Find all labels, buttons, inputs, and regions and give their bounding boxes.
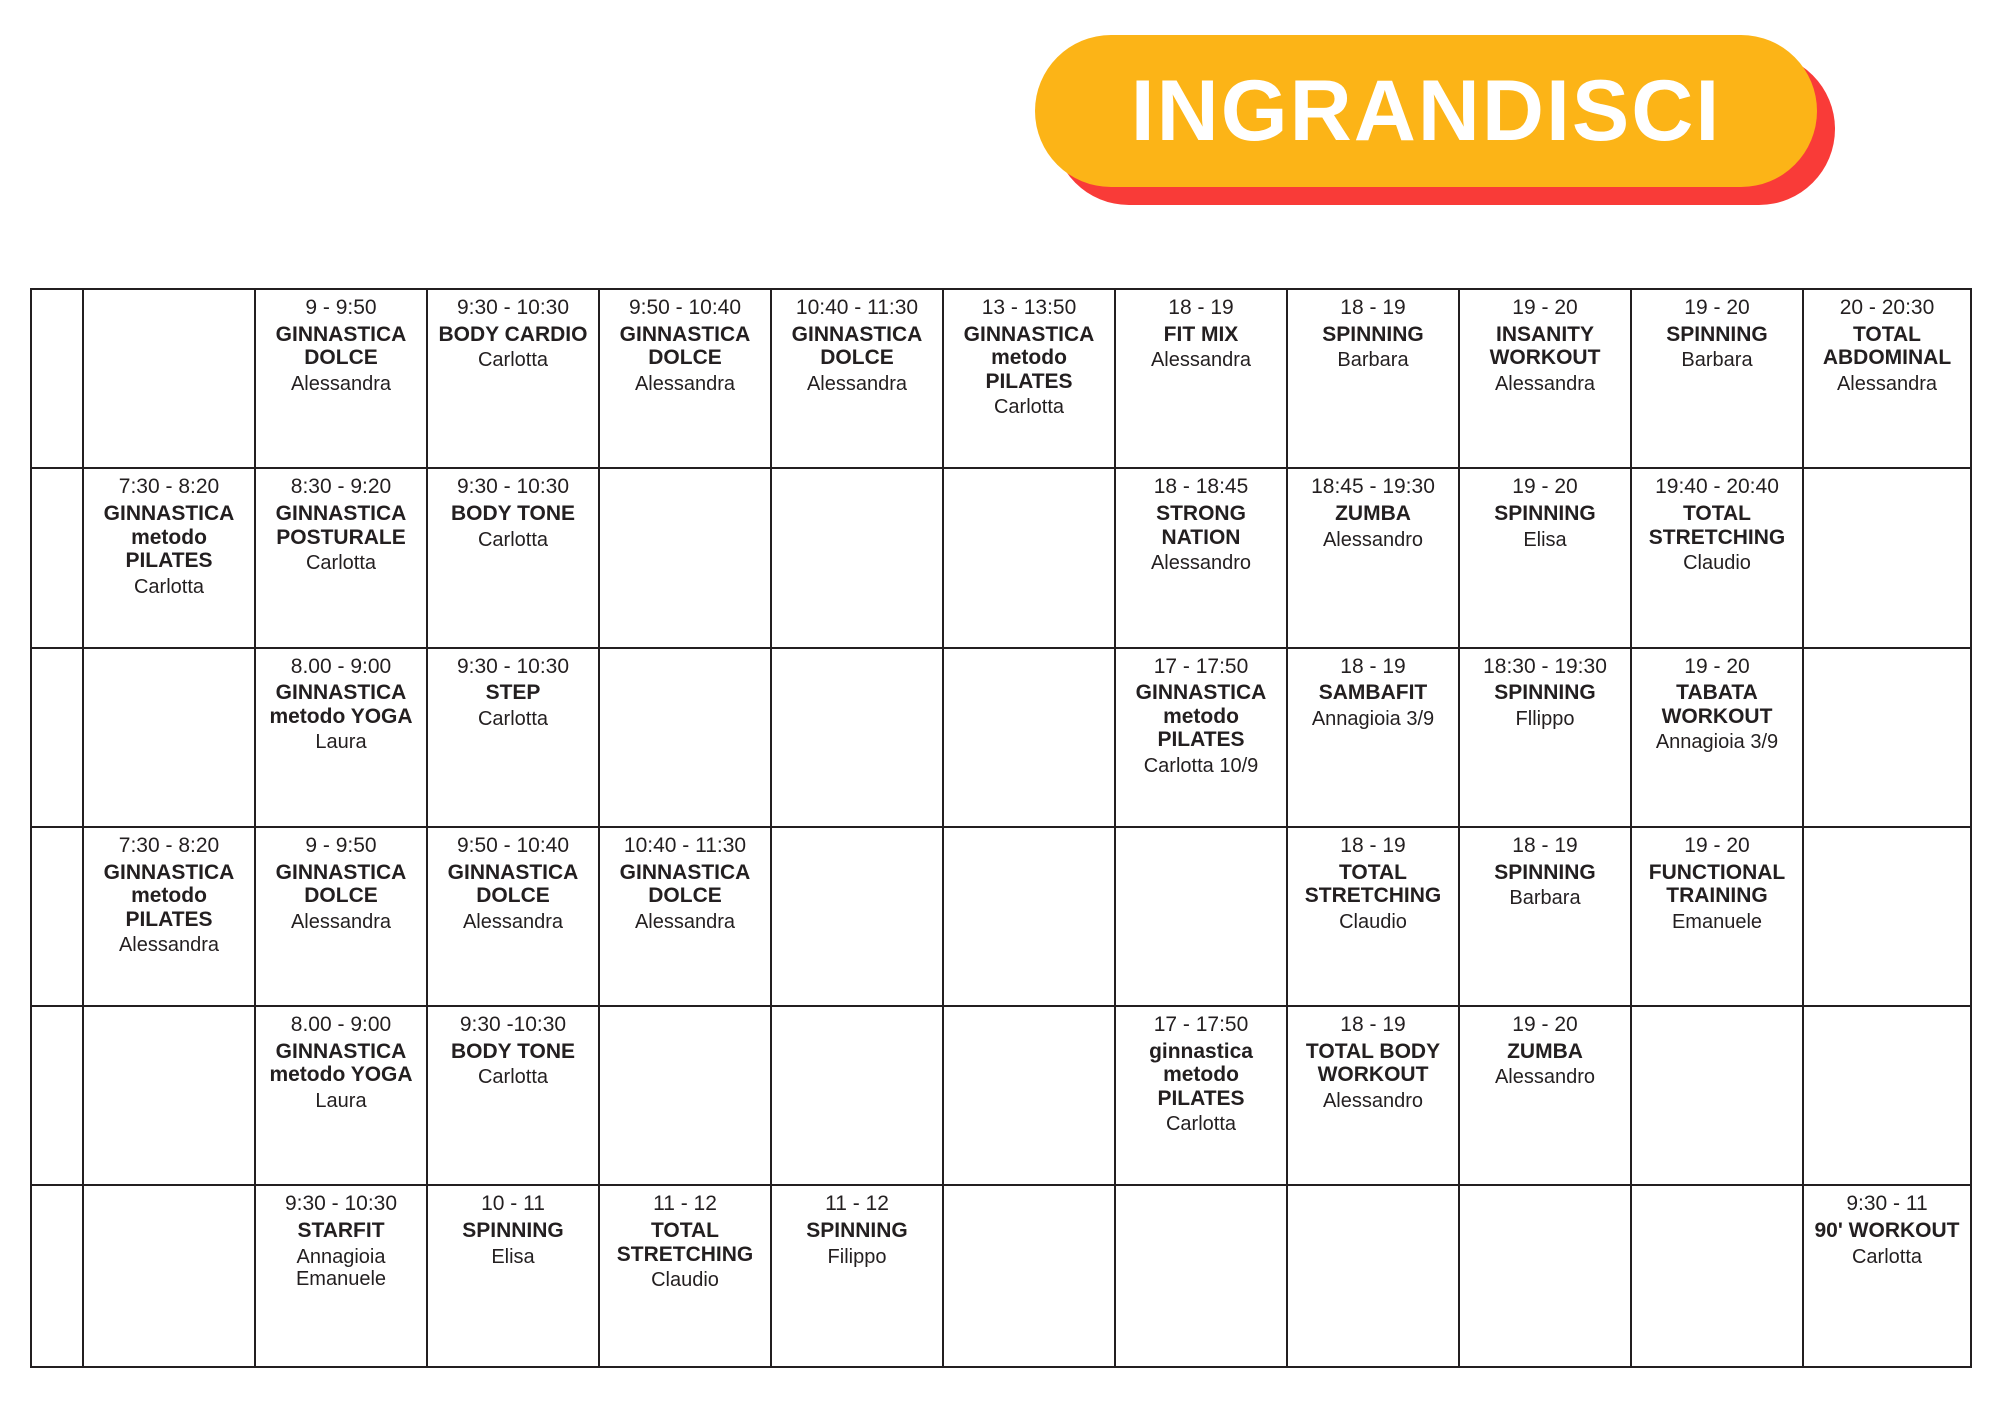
class-time: 18 - 19 <box>1168 296 1234 319</box>
class-time: 17 - 17:50 <box>1153 1013 1249 1036</box>
class-instructor: Annagioia 3/9 <box>1311 707 1435 730</box>
class-time: 19 - 20 <box>1684 654 1750 678</box>
day-label-gio <box>31 827 83 1006</box>
schedule-cell[interactable] <box>427 648 599 827</box>
class-title: STARFIT <box>297 1219 385 1243</box>
class-time: 9:50 - 10:40 <box>628 296 742 319</box>
schedule-cell[interactable] <box>255 1185 427 1367</box>
class-title: BODY TONE <box>450 1039 576 1063</box>
class-time: 9:30 - 10:30 <box>456 296 570 319</box>
schedule-cell[interactable] <box>1631 289 1803 468</box>
class-title: TOTAL BODY WORKOUT <box>1305 1039 1441 1087</box>
schedule-cell[interactable] <box>1459 468 1631 647</box>
class-title: GINNASTICA DOLCE <box>619 322 751 370</box>
schedule-row-gio <box>31 827 1971 1006</box>
class-instructor: Carlotta <box>305 552 377 575</box>
class-time: 9:30 - 10:30 <box>284 1192 398 1216</box>
schedule-cell[interactable] <box>83 827 255 1006</box>
day-letters: G I O <box>44 833 70 949</box>
day-label-lun <box>31 289 83 468</box>
schedule-cell[interactable] <box>255 289 427 468</box>
class-time: 18 - 19 <box>1340 833 1406 857</box>
day-label-ven <box>31 1006 83 1185</box>
class-title: ZUMBA <box>1507 1039 1583 1063</box>
class-time: 19 - 20 <box>1684 296 1750 319</box>
schedule-cell-empty <box>599 468 771 647</box>
class-title: GINNASTICA DOLCE <box>275 322 407 370</box>
class-title: SPINNING <box>1322 322 1424 346</box>
class-title: ZUMBA <box>1335 502 1411 526</box>
class-time: 11 - 12 <box>825 1192 889 1216</box>
class-time: 10:40 - 11:30 <box>623 833 747 857</box>
schedule-cell[interactable] <box>427 289 599 468</box>
class-instructor: Alessandra <box>118 934 220 957</box>
weekly-schedule-table <box>30 288 1972 1368</box>
schedule-row-mar <box>31 468 1971 647</box>
class-instructor: Fllippo <box>1515 707 1575 730</box>
banner-pill <box>1035 35 1817 187</box>
class-instructor: Alessandro <box>1322 528 1424 551</box>
schedule-cell[interactable] <box>427 468 599 647</box>
dom-letters: D O M <box>1704 1192 1730 1295</box>
schedule-cell[interactable] <box>83 468 255 647</box>
class-instructor: Claudio <box>1339 910 1407 933</box>
day-letters: M E R <box>43 654 71 770</box>
schedule-cell-empty <box>771 468 943 647</box>
schedule-cell-empty <box>1631 1006 1803 1185</box>
schedule-cell[interactable] <box>1631 827 1803 1006</box>
class-title: TOTAL STRETCHING <box>616 1219 754 1266</box>
class-title: INSANITY WORKOUT <box>1489 322 1601 370</box>
schedule-cell[interactable] <box>427 1006 599 1185</box>
schedule-cell-empty <box>1803 648 1971 827</box>
schedule-body <box>31 289 1971 1367</box>
day-label-sab <box>31 1185 83 1367</box>
class-instructor: Barbara <box>1337 349 1409 372</box>
day-letters: V E N <box>45 1013 69 1128</box>
class-title: BODY CARDIO <box>438 322 588 346</box>
schedule-cell[interactable] <box>1115 289 1287 468</box>
class-title: STRONG NATION <box>1156 502 1246 549</box>
class-time: 19 - 20 <box>1512 475 1578 499</box>
schedule-cell-empty <box>943 468 1115 647</box>
class-time: 18 - 19 <box>1340 654 1406 678</box>
schedule-cell-empty <box>943 827 1115 1006</box>
class-instructor: Carlotta <box>993 396 1065 419</box>
class-title: SPINNING <box>806 1219 908 1243</box>
schedule-cell[interactable] <box>255 648 427 827</box>
schedule-cell-empty <box>83 289 255 468</box>
class-instructor: Filippo <box>827 1245 887 1268</box>
class-title: SPINNING <box>1494 860 1596 884</box>
class-instructor: Alessandra <box>290 910 392 933</box>
class-instructor: Emanuele <box>1671 910 1763 933</box>
class-title: GINNASTICA DOLCE <box>619 860 751 908</box>
schedule-cell-empty <box>599 1006 771 1185</box>
class-time: 18 - 19 <box>1340 296 1406 319</box>
class-title: GINNASTICA DOLCE <box>275 860 407 908</box>
class-title: TOTAL STRETCHING <box>1648 502 1786 549</box>
class-time: 11 - 12 <box>653 1192 717 1216</box>
class-title: STEP <box>485 681 541 705</box>
class-title: FIT MIX <box>1163 322 1239 346</box>
class-title: SPINNING <box>1494 681 1596 705</box>
schedule-row-sab <box>31 1185 1971 1367</box>
class-time: 18 - 18:45 <box>1153 475 1249 499</box>
class-instructor: Alessandra <box>1836 372 1938 395</box>
schedule-cell[interactable] <box>771 1185 943 1367</box>
class-instructor: Alessandra <box>1150 349 1252 372</box>
class-instructor: Laura <box>315 1089 367 1112</box>
class-time: 10:40 - 11:30 <box>795 296 919 319</box>
class-title: GINNASTICA metodo PILATES <box>103 502 235 573</box>
schedule-cell-empty <box>1803 468 1971 647</box>
schedule-cell[interactable] <box>943 289 1115 468</box>
schedule-row-lun <box>31 289 1971 468</box>
class-title: TABATA WORKOUT <box>1661 681 1773 728</box>
class-instructor: Claudio <box>651 1269 719 1292</box>
class-title: GINNASTICA metodo PILATES <box>1135 681 1267 752</box>
schedule-cell[interactable] <box>427 827 599 1006</box>
schedule-cell-empty <box>1803 827 1971 1006</box>
class-title: GINNASTICA metodo PILATES <box>103 860 235 931</box>
class-time: 9:30 - 10:30 <box>456 475 570 499</box>
class-time: 9:30 -10:30 <box>459 1013 567 1036</box>
class-time: 13 - 13:50 <box>981 296 1077 319</box>
day-letters: L U N <box>45 296 69 411</box>
class-title: ginnastica metodo PILATES <box>1149 1039 1253 1110</box>
class-time: 17 - 17:50 <box>1153 654 1249 678</box>
schedule-cell[interactable] <box>1287 648 1459 827</box>
day-label-mar <box>31 468 83 647</box>
class-instructor: Barbara <box>1509 887 1581 910</box>
schedule-cell-empty <box>771 1006 943 1185</box>
class-instructor: Alessandra <box>462 910 564 933</box>
class-instructor: Alessandra <box>634 372 736 395</box>
class-instructor: Laura <box>315 731 367 754</box>
schedule-cell-empty <box>599 648 771 827</box>
day-letters: S A B <box>45 1192 69 1308</box>
class-title: FUNCTIONAL TRAINING <box>1648 860 1786 908</box>
class-time: 20 - 20:30 <box>1839 296 1935 319</box>
class-instructor: Alessandra <box>806 372 908 395</box>
class-instructor: Elisa <box>1523 528 1567 551</box>
schedule-cell-empty <box>943 648 1115 827</box>
class-title: SPINNING <box>462 1219 564 1243</box>
class-instructor: Alessandra <box>634 910 736 933</box>
schedule-cell-empty <box>83 1185 255 1367</box>
class-time: 18:45 - 19:30 <box>1311 475 1435 499</box>
class-time: 8:30 - 9:20 <box>290 475 392 499</box>
schedule-cell[interactable] <box>1459 648 1631 827</box>
class-instructor: Carlotta <box>1165 1113 1237 1136</box>
sunday-label <box>1631 1185 1803 1367</box>
schedule-cell[interactable] <box>1803 1185 1971 1367</box>
class-title: TOTAL ABDOMINAL <box>1822 322 1952 370</box>
class-time: 19 - 20 <box>1684 833 1750 857</box>
class-title: SAMBAFIT <box>1318 681 1428 705</box>
class-instructor: Alessandro <box>1150 552 1252 575</box>
schedule-cell[interactable] <box>1287 468 1459 647</box>
day-label-mer <box>31 648 83 827</box>
class-time: 10 - 11 <box>481 1192 545 1216</box>
class-instructor: Alessandra <box>290 372 392 395</box>
class-time: 18 - 19 <box>1340 1013 1406 1036</box>
schedule-cell[interactable] <box>1459 1006 1631 1185</box>
schedule-cell[interactable] <box>599 1185 771 1367</box>
schedule-cell-empty <box>1803 1006 1971 1185</box>
class-instructor: Claudio <box>1683 552 1751 575</box>
class-title: GINNASTICA POSTURALE <box>275 502 407 549</box>
schedule-cell[interactable] <box>1287 289 1459 468</box>
class-time: 7:30 - 8:20 <box>118 833 220 857</box>
class-title: GINNASTICA metodo PILATES <box>963 322 1095 393</box>
class-instructor: Carlotta <box>477 349 549 372</box>
class-instructor: Carlotta 10/9 <box>1143 754 1259 777</box>
class-time: 9 - 9:50 <box>305 296 377 319</box>
banner-title: INGRANDISCI <box>1130 63 1722 159</box>
schedule-cell-empty <box>943 1185 1115 1367</box>
schedule-row-ven <box>31 1006 1971 1185</box>
schedule-cell[interactable] <box>1459 289 1631 468</box>
schedule-cell[interactable] <box>255 1006 427 1185</box>
class-instructor: Annagioia Emanuele <box>295 1245 387 1290</box>
schedule-cell[interactable] <box>1631 648 1803 827</box>
class-title: TOTAL STRETCHING <box>1304 860 1442 908</box>
class-time: 19:40 - 20:40 <box>1655 475 1779 499</box>
schedule-cell[interactable] <box>599 289 771 468</box>
class-time: 9:30 - 11 <box>1846 1192 1928 1216</box>
class-time: 8.00 - 9:00 <box>290 654 392 678</box>
schedule-cell[interactable] <box>599 827 771 1006</box>
schedule-cell[interactable] <box>1803 289 1971 468</box>
schedule-cell-empty <box>1459 1185 1631 1367</box>
class-title: GINNASTICA metodo YOGA <box>269 681 413 728</box>
schedule-cell-empty <box>1115 827 1287 1006</box>
class-instructor: Alessandra <box>1494 372 1596 395</box>
schedule-cell[interactable] <box>255 827 427 1006</box>
class-instructor: Elisa <box>491 1245 535 1268</box>
schedule-cell[interactable] <box>1115 1006 1287 1185</box>
class-time: 7:30 - 8:20 <box>118 475 220 499</box>
schedule-row-mer <box>31 648 1971 827</box>
schedule-cell[interactable] <box>1115 648 1287 827</box>
ingrandisci-banner <box>1035 35 1835 210</box>
schedule-cell[interactable] <box>1631 468 1803 647</box>
schedule-cell-empty <box>83 648 255 827</box>
class-time: 9:30 - 10:30 <box>456 654 570 678</box>
class-instructor: Carlotta <box>477 528 549 551</box>
class-title: 90' WORKOUT <box>1814 1219 1960 1243</box>
class-title: SPINNING <box>1494 502 1596 526</box>
schedule-cell-empty <box>1287 1185 1459 1367</box>
class-title: SPINNING <box>1666 322 1768 346</box>
class-instructor: Carlotta <box>133 575 205 598</box>
schedule-cell[interactable] <box>255 468 427 647</box>
schedule-cell[interactable] <box>1115 468 1287 647</box>
class-title: GINNASTICA DOLCE <box>447 860 579 908</box>
schedule-cell-empty <box>771 648 943 827</box>
class-time: 18:30 - 19:30 <box>1483 654 1607 678</box>
class-instructor: Barbara <box>1681 349 1753 372</box>
schedule-cell[interactable] <box>1287 827 1459 1006</box>
schedule-cell[interactable] <box>427 1185 599 1367</box>
class-title: BODY TONE <box>450 502 576 526</box>
class-instructor: Carlotta <box>477 707 549 730</box>
class-time: 19 - 20 <box>1512 1013 1578 1036</box>
schedule-cell[interactable] <box>1287 1006 1459 1185</box>
class-title: GINNASTICA metodo YOGA <box>269 1039 413 1087</box>
class-instructor: Annagioia 3/9 <box>1655 731 1779 754</box>
schedule-cell-empty <box>943 1006 1115 1185</box>
schedule-cell-empty <box>771 827 943 1006</box>
class-time: 9:50 - 10:40 <box>456 833 570 857</box>
class-instructor: Alessandro <box>1322 1089 1424 1112</box>
class-time: 19 - 20 <box>1512 296 1578 319</box>
schedule-cell-empty <box>83 1006 255 1185</box>
schedule-cell[interactable] <box>1459 827 1631 1006</box>
day-letters: M A R <box>43 475 71 591</box>
class-time: 9 - 9:50 <box>305 833 377 857</box>
class-instructor: Carlotta <box>477 1066 549 1089</box>
class-instructor: Carlotta <box>1851 1245 1923 1268</box>
class-time: 18 - 19 <box>1512 833 1578 857</box>
schedule-cell-empty <box>1115 1185 1287 1367</box>
class-instructor: Alessandro <box>1494 1066 1596 1089</box>
class-time: 8.00 - 9:00 <box>290 1013 392 1036</box>
schedule-frame <box>30 288 1970 1368</box>
schedule-cell[interactable] <box>771 289 943 468</box>
class-title: GINNASTICA DOLCE <box>791 322 923 370</box>
